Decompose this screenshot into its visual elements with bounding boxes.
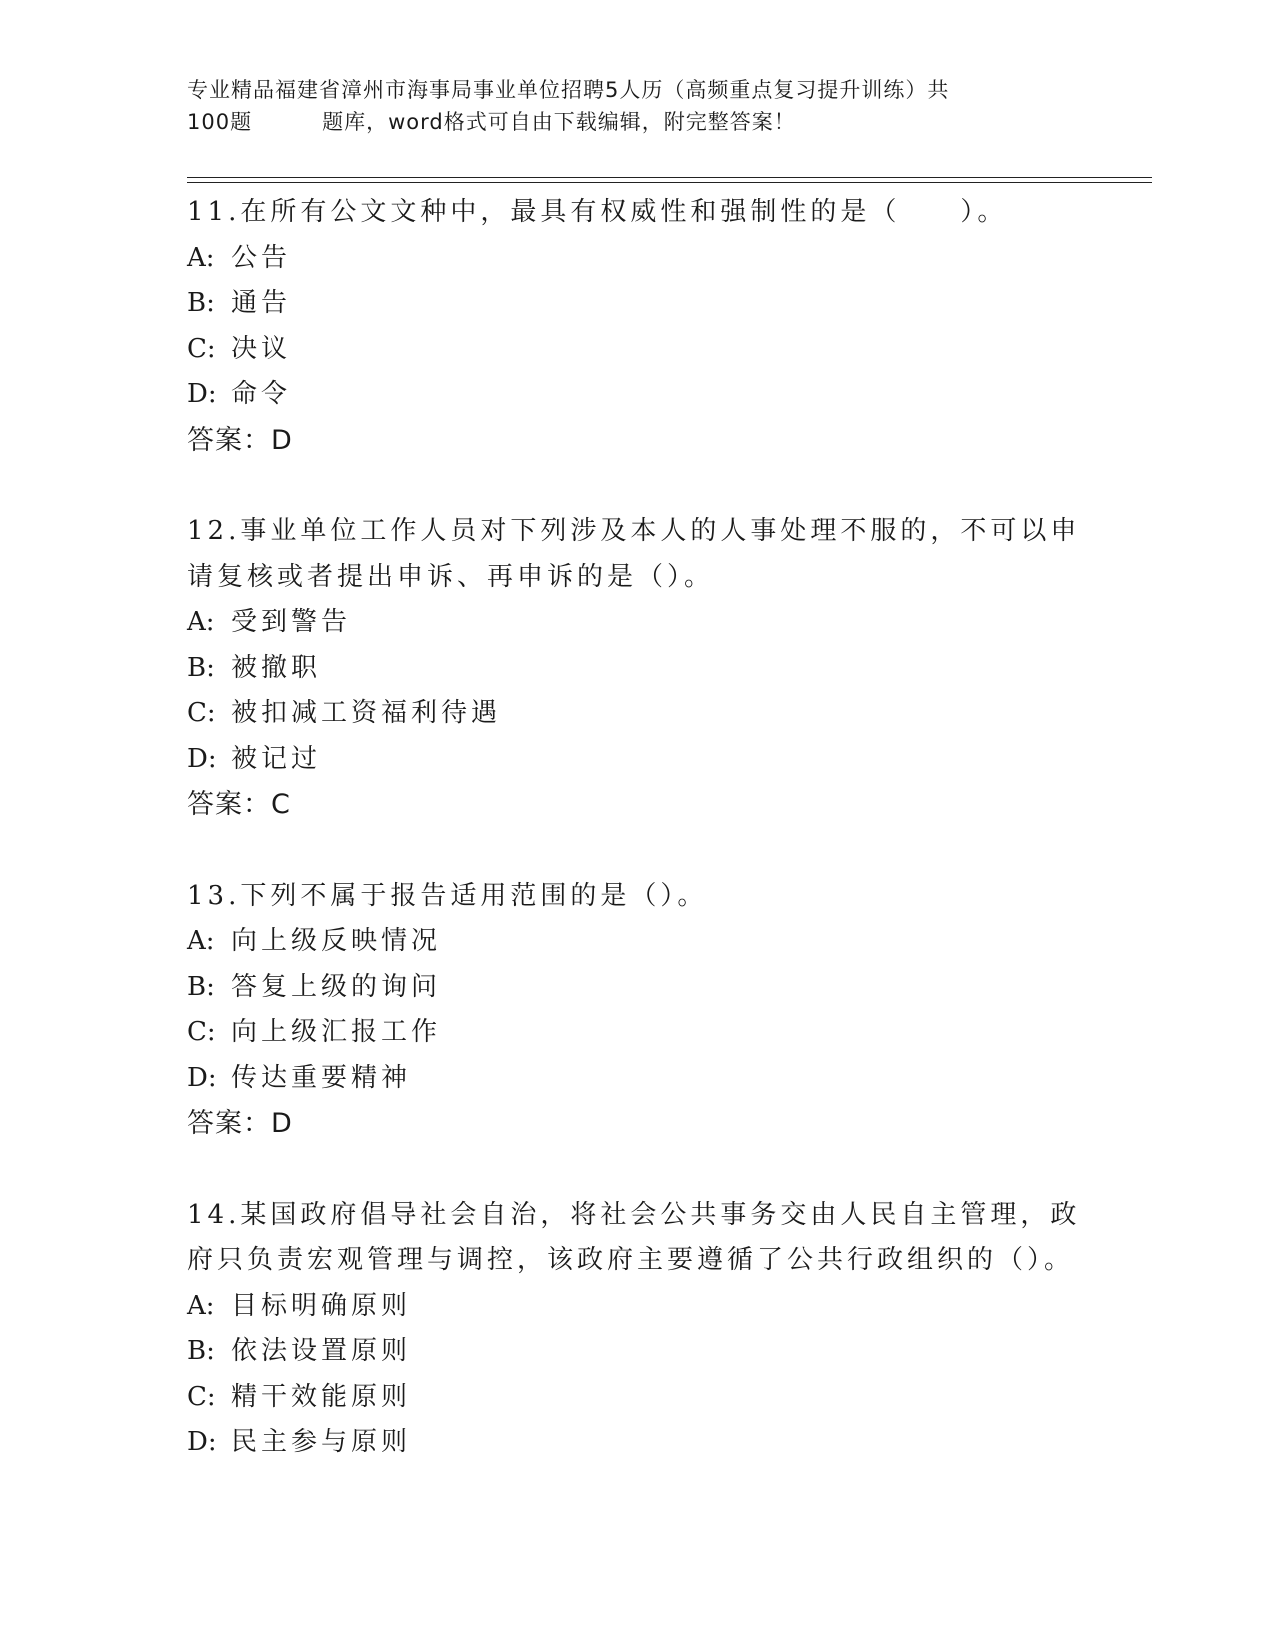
option-text: 民主参与原则 xyxy=(231,1427,412,1457)
option-a xyxy=(187,236,1087,282)
option-text: 命令 xyxy=(231,379,292,409)
option-text: 被撤职 xyxy=(231,652,322,683)
question-stem: 13.下列不属于报告适用范围的是（）。 xyxy=(187,880,708,911)
option-b xyxy=(187,1329,1087,1375)
option-letter: A: xyxy=(187,242,215,273)
question-list xyxy=(187,190,1087,1512)
question-12 xyxy=(187,509,1087,828)
option-d xyxy=(187,372,1087,418)
header-question-count: 100题 xyxy=(187,110,253,134)
option-letter: A: xyxy=(187,926,215,956)
option-text: 精干效能原则 xyxy=(231,1381,412,1412)
header-title-line-2 xyxy=(187,106,1087,138)
option-text: 被扣减工资福利待遇 xyxy=(231,698,502,728)
option-d xyxy=(187,737,1087,783)
document-header xyxy=(187,74,1087,138)
header-divider-bottom xyxy=(187,182,1152,183)
option-text: 公告 xyxy=(231,242,292,273)
option-d xyxy=(187,1420,1087,1466)
option-c xyxy=(187,327,1087,373)
option-letter: D: xyxy=(187,1062,217,1093)
option-c xyxy=(187,1010,1087,1056)
option-a xyxy=(187,919,1087,965)
option-letter: B: xyxy=(187,288,215,318)
option-letter: B: xyxy=(187,652,215,683)
option-letter: A: xyxy=(187,607,215,637)
option-letter: D: xyxy=(187,743,217,774)
option-text: 决议 xyxy=(231,333,292,364)
option-letter: C: xyxy=(187,333,216,364)
answer-line: 答案：D xyxy=(187,424,293,456)
option-d xyxy=(187,1056,1087,1102)
option-letter: D: xyxy=(187,379,217,409)
header-title-line-1: 专业精品福建省漳州市海事局事业单位招聘5人历（高频重点复习提升训练）共 xyxy=(187,78,950,102)
option-a xyxy=(187,600,1087,646)
option-letter: B: xyxy=(187,971,215,1002)
question-13 xyxy=(187,874,1087,1147)
option-c xyxy=(187,691,1087,737)
question-14 xyxy=(187,1193,1087,1466)
option-a xyxy=(187,1284,1087,1330)
option-b xyxy=(187,646,1087,692)
option-letter: C: xyxy=(187,1017,216,1047)
option-letter: B: xyxy=(187,1336,215,1366)
option-text: 向上级汇报工作 xyxy=(231,1017,442,1047)
option-text: 通告 xyxy=(231,288,292,318)
header-divider-top xyxy=(187,177,1152,178)
option-letter: A: xyxy=(187,1290,215,1321)
option-c xyxy=(187,1375,1087,1421)
question-stem: 14.某国政府倡导社会自治，将社会公共事务交由人民自主管理，政府只负责宏观管理与调控，该政府主要遵循了公共行政组织的（）。 xyxy=(187,1199,1081,1275)
question-stem: 12.事业单位工作人员对下列涉及本人的人事处理不服的，不可以申请复核或者提出申诉、再申诉的是（）。 xyxy=(187,516,1081,592)
answer-line: 答案：D xyxy=(187,1108,293,1139)
option-b xyxy=(187,965,1087,1011)
option-text: 依法设置原则 xyxy=(231,1336,412,1366)
option-letter: D: xyxy=(187,1427,217,1457)
question-11 xyxy=(187,190,1087,463)
option-b xyxy=(187,281,1087,327)
question-stem: 11.在所有公文文种中，最具有权威性和强制性的是（ ）。 xyxy=(187,197,1008,227)
answer-line: 答案：C xyxy=(187,789,291,820)
option-text: 受到警告 xyxy=(231,607,352,637)
option-letter: C: xyxy=(187,1381,216,1412)
option-letter: C: xyxy=(187,698,216,728)
header-description: 题库，word格式可自由下载编辑，附完整答案！ xyxy=(322,110,796,134)
option-text: 向上级反映情况 xyxy=(231,926,442,956)
option-text: 答复上级的询问 xyxy=(231,971,442,1002)
option-text: 传达重要精神 xyxy=(231,1062,412,1093)
option-text: 被记过 xyxy=(231,743,322,774)
option-text: 目标明确原则 xyxy=(231,1290,412,1321)
